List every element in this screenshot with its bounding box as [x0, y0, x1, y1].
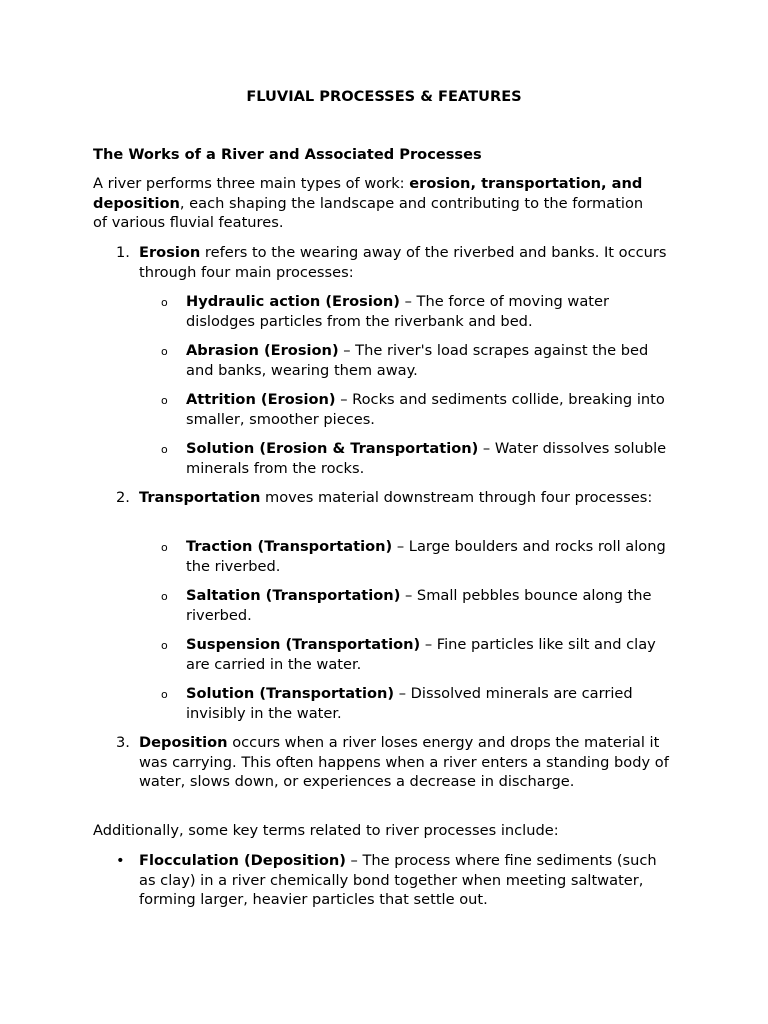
sub-item-desc: – Large boulders and rocks roll along the riverbed.	[186, 538, 666, 575]
list-item-term: Erosion	[139, 244, 201, 261]
list-number: 1.	[116, 244, 130, 261]
bullet-marker: o	[161, 541, 168, 554]
list-number: 3.	[116, 734, 130, 751]
sub-item-text	[186, 292, 671, 331]
list-item-term: Transportation	[139, 489, 261, 506]
bullet-marker: o	[161, 443, 168, 456]
intro-text-end: , each shaping the landscape and contributing to the formation of various fluvial features.	[93, 194, 644, 231]
sub-item-term: Suspension (Transportation)	[186, 636, 421, 653]
bullet-marker: •	[116, 852, 125, 869]
term-item-desc: – The process where fine sediments (such as clay) in a river chemically bond together when meeting saltwater, forming larger, heavier particles that settle out.	[139, 852, 657, 908]
sub-item-text	[186, 635, 671, 674]
sub-item-desc: – Dissolved minerals are carried invisibly in the water.	[186, 685, 633, 722]
list-item-text	[139, 243, 669, 282]
intro-paragraph	[93, 174, 653, 233]
section-heading: The Works of a River and Associated Processes	[93, 146, 482, 163]
sub-item-term: Attrition (Erosion)	[186, 391, 336, 408]
list-item-term: Deposition	[139, 734, 228, 751]
sub-item-term: Hydraulic action (Erosion)	[186, 293, 400, 310]
list-item-text	[139, 488, 669, 508]
sub-item-desc: – The river's load scrapes against the bed and banks, wearing them away.	[186, 342, 649, 379]
sub-item-text	[186, 684, 671, 723]
sub-item-text	[186, 537, 671, 576]
sub-item-text	[186, 390, 671, 429]
intro-text: A river performs three main types of work:	[93, 175, 410, 192]
term-item-name: Flocculation (Deposition)	[139, 852, 346, 869]
intro-bold: erosion, transportation, and deposition	[93, 175, 643, 212]
term-item-text	[139, 851, 669, 910]
bullet-marker: o	[161, 688, 168, 701]
list-item-desc: refers to the wearing away of the riverbed and banks. It occurs through four main processes:	[139, 244, 667, 281]
sub-item-text	[186, 586, 671, 625]
sub-item-term: Solution (Transportation)	[186, 685, 395, 702]
sub-item-term: Solution (Erosion & Transportation)	[186, 440, 479, 457]
sub-item-desc: – Rocks and sediments collide, breaking into smaller, smoother pieces.	[186, 391, 665, 428]
sub-item-desc: – The force of moving water dislodges particles from the riverbank and bed.	[186, 293, 609, 330]
list-item-desc: occurs when a river loses energy and drops the material it was carrying. This often happens when a river enters a standing body of water, slows down, or experiences a decrease in discharge.	[139, 734, 669, 790]
list-number: 2.	[116, 489, 130, 506]
sub-item-term: Traction (Transportation)	[186, 538, 393, 555]
bullet-marker: o	[161, 639, 168, 652]
bullet-marker: o	[161, 394, 168, 407]
sub-item-text	[186, 341, 671, 380]
sub-item-term: Abrasion (Erosion)	[186, 342, 339, 359]
list-item-text	[139, 733, 669, 792]
document-title: FLUVIAL PROCESSES & FEATURES	[246, 88, 522, 105]
bullet-marker: o	[161, 345, 168, 358]
sub-item-desc: – Water dissolves soluble minerals from the rocks.	[186, 440, 667, 477]
sub-item-term: Saltation (Transportation)	[186, 587, 401, 604]
list-item-desc: moves material downstream through four processes:	[260, 489, 653, 506]
sub-item-desc: – Small pebbles bounce along the riverbed.	[186, 587, 652, 624]
bullet-marker: o	[161, 590, 168, 603]
sub-item-text	[186, 439, 671, 478]
additional-paragraph: Additionally, some key terms related to river processes include:	[93, 822, 559, 839]
sub-item-desc: – Fine particles like silt and clay are carried in the water.	[186, 636, 656, 673]
bullet-marker: o	[161, 296, 168, 309]
